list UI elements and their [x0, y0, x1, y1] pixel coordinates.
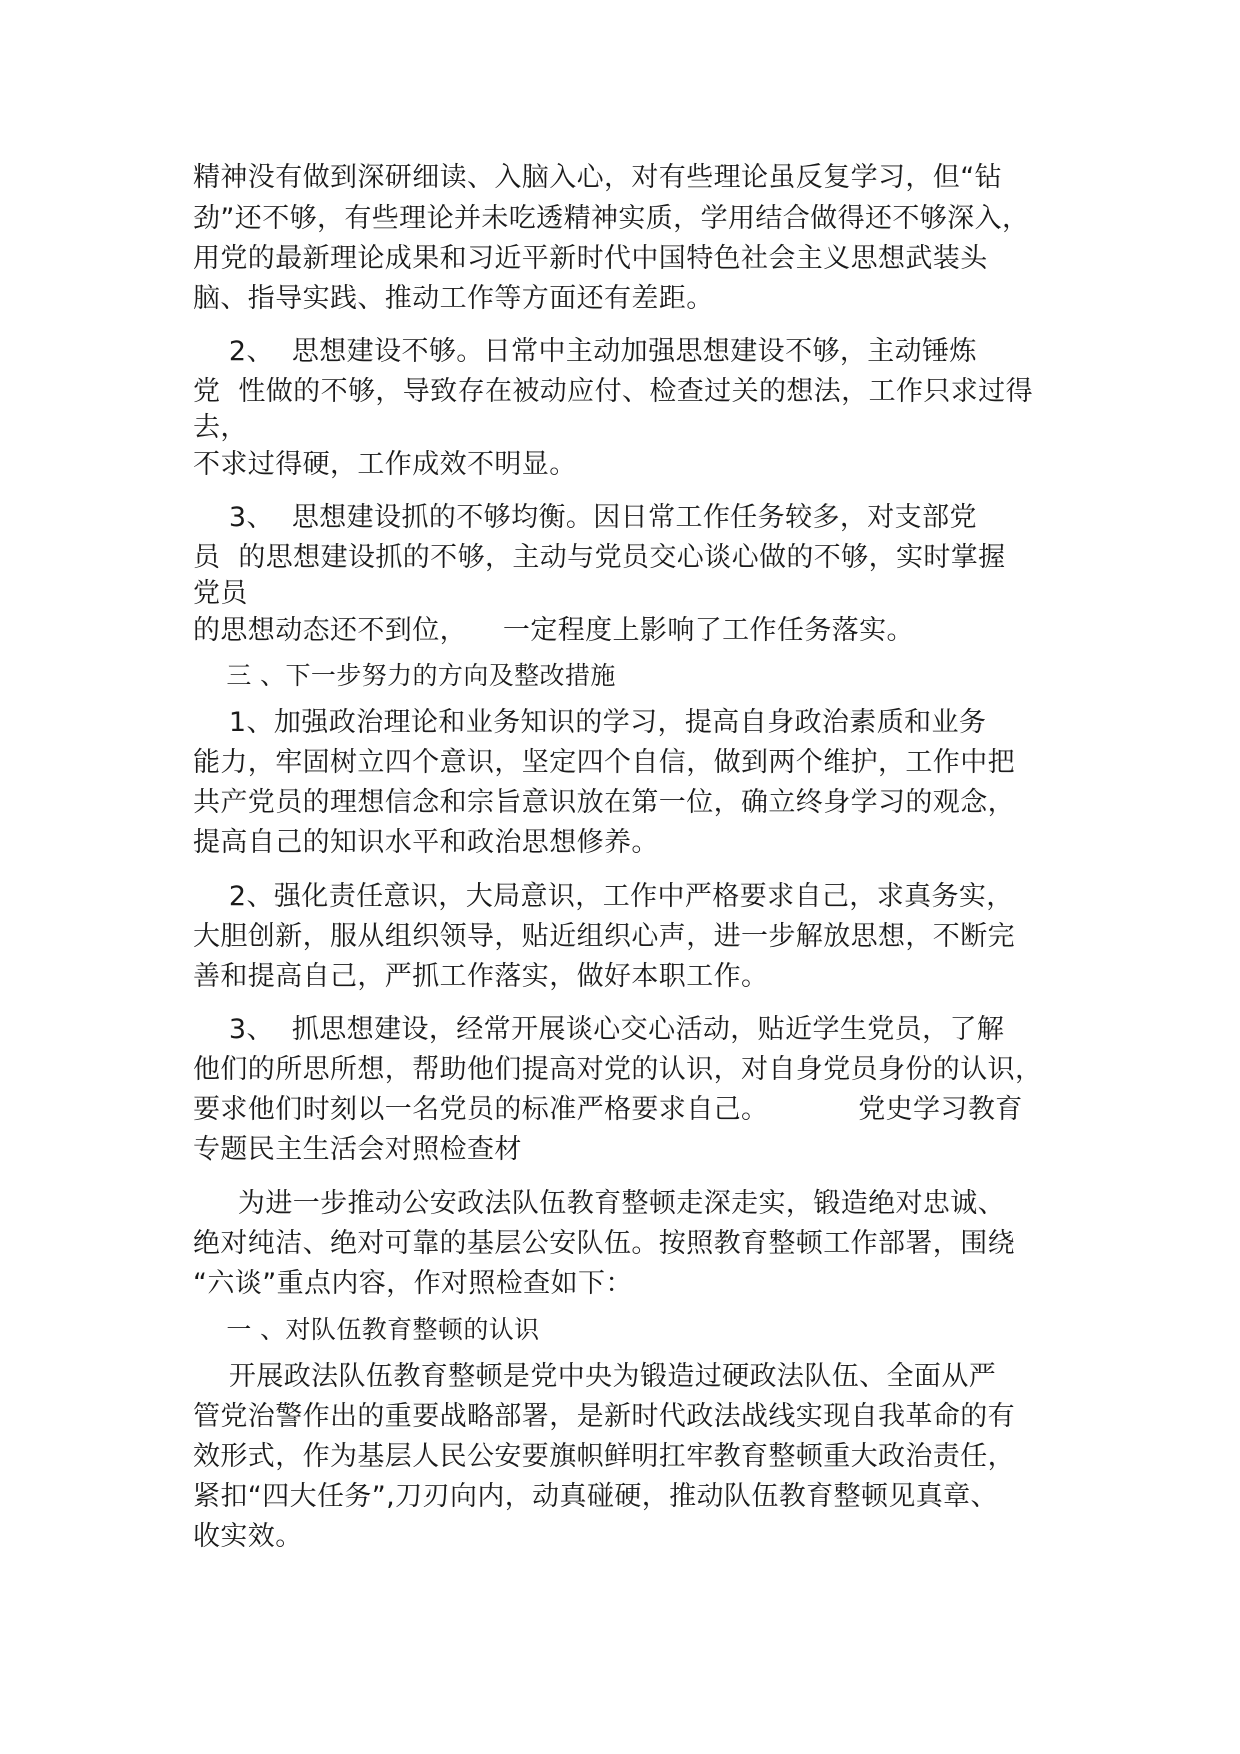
paragraph-line: 2、强化责任意识，大局意识，工作中严格要求自己，求真务实， — [193, 881, 1014, 912]
paragraph-line: 专题民主生活会对照检查材 — [193, 1134, 522, 1165]
paragraph-line: 去， — [193, 412, 248, 443]
paragraph-line: 绝对纯洁、绝对可靠的基层公安队伍。按照教育整顿工作部署，围绕 — [193, 1228, 1015, 1259]
paragraph-line: 善和提高自己，严抓工作落实，做好本职工作。 — [193, 961, 769, 992]
paragraph-line: 紧扣“四大任务”,刀刃向内，动真碰硬，推动队伍教育整顿见真章、 — [193, 1481, 998, 1512]
paragraph-line: “六谈”重点内容，作对照检查如下： — [193, 1268, 633, 1299]
paragraph-line: 他们的所思所想，帮助他们提高对党的认识，对自身党员身份的认识， — [193, 1054, 1043, 1085]
paragraph-line: 2、 思想建设不够。日常中主动加强思想建设不够，主动锤炼 — [193, 336, 977, 367]
paragraph-line: 党 性做的不够，导致存在被动应付、检查过关的想法，工作只求过得 — [193, 376, 1033, 407]
section-heading: 一 、对队伍教育整顿的认识 — [193, 1315, 540, 1344]
paragraph-line: 用党的最新理论成果和习近平新时代中国特色社会主义思想武装头 — [193, 243, 988, 274]
paragraph-line: 员 的思想建设抓的不够，主动与党员交心谈心做的不够，实时掌握 — [193, 542, 1006, 573]
paragraph-line: 脑、指导实践、推动工作等方面还有差距。 — [193, 283, 714, 314]
paragraph-line: 党员 — [193, 578, 248, 609]
section-heading: 三 、下一步努力的方向及整改措施 — [193, 661, 616, 690]
paragraph-line: 1、加强政治理论和业务知识的学习，提高自身政治素质和业务 — [193, 707, 987, 738]
paragraph-line: 能力，牢固树立四个意识，坚定四个自信，做到两个维护，工作中把 — [193, 747, 1015, 778]
paragraph-line: 管党治警作出的重要战略部署，是新时代政法战线实现自我革命的有 — [193, 1401, 1015, 1432]
paragraph-line: 3、 思想建设抓的不够均衡。因日常工作任务较多，对支部党 — [193, 502, 977, 533]
paragraph-line: 开展政法队伍教育整顿是党中央为锻造过硬政法队伍、全面从严 — [193, 1361, 997, 1392]
paragraph-line: 3、 抓思想建设，经常开展谈心交心活动，贴近学生党员，了解 — [193, 1014, 1005, 1045]
paragraph-line: 精神没有做到深研细读、入脑入心，对有些理论虽反复学习，但“钻 — [193, 162, 1002, 193]
paragraph-line: 劲”还不够，有些理论并未吃透精神实质，学用结合做得还不够深入， — [193, 203, 1030, 234]
paragraph-line: 的思想动态还不到位， 一定程度上影响了工作任务落实。 — [193, 615, 914, 646]
paragraph-line: 不求过得硬，工作成效不明显。 — [193, 449, 577, 480]
paragraph-line: 大胆创新，服从组织领导，贴近组织心声，进一步解放思想，不断完 — [193, 921, 1015, 952]
paragraph-line: 收实效。 — [193, 1521, 303, 1552]
paragraph-line: 效形式，作为基层人民公安要旗帜鲜明扛牢教育整顿重大政治责任， — [193, 1441, 1015, 1472]
paragraph-line: 共产党员的理想信念和宗旨意识放在第一位，确立终身学习的观念， — [193, 787, 1015, 818]
paragraph-line: 提高自己的知识水平和政治思想修养。 — [193, 827, 659, 858]
paragraph-line: 为进一步推动公安政法队伍教育整顿走深走实，锻造绝对忠诚、 — [193, 1188, 1006, 1219]
paragraph-line: 要求他们时刻以一名党员的标准严格要求自己。 党史学习教育 — [193, 1094, 1023, 1125]
